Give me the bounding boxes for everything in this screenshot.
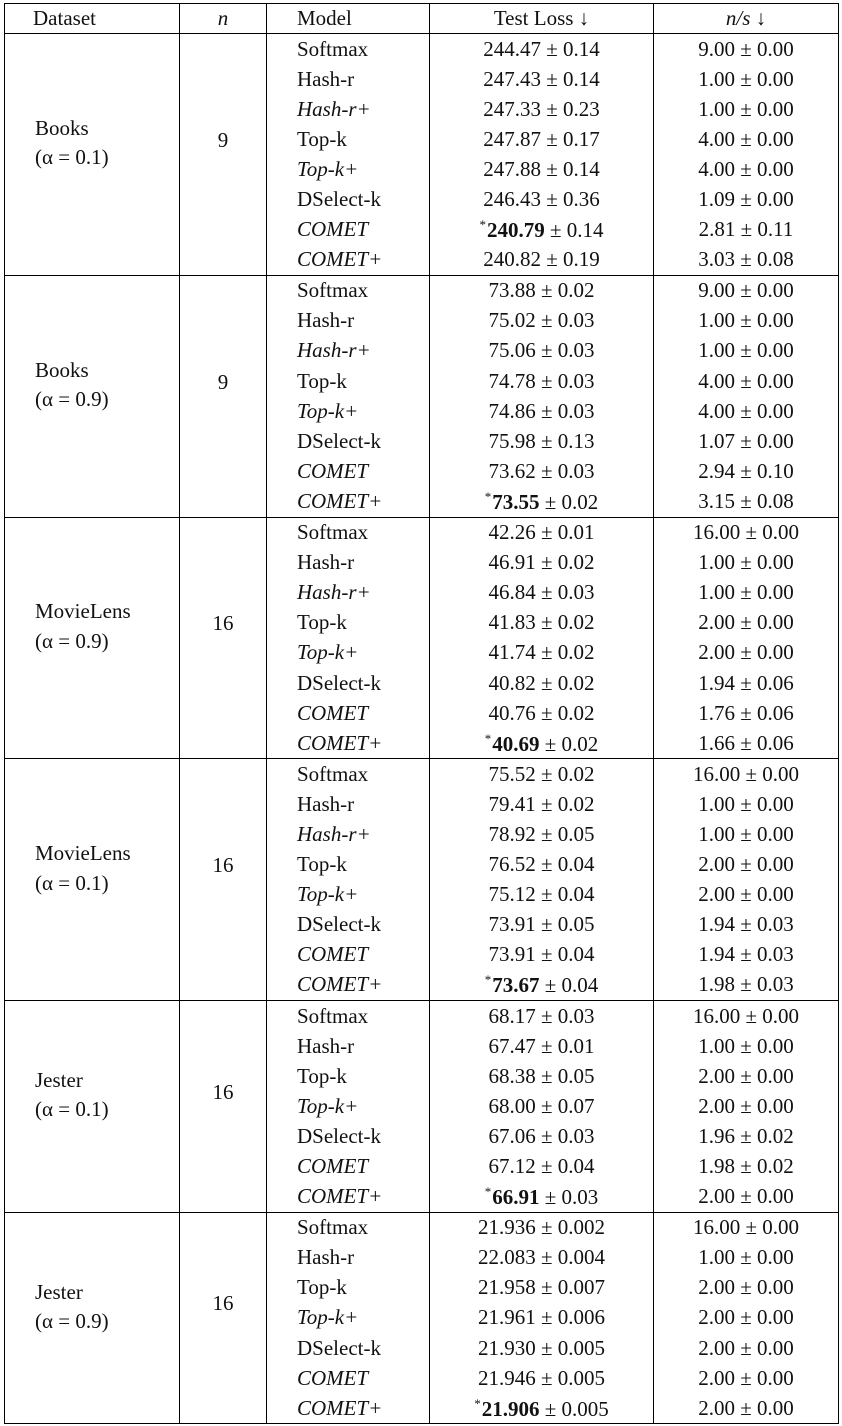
best-loss-value: 73.55 [492,489,540,514]
test-loss-cell [430,1393,654,1424]
header-test-loss: Test Loss ↓ [430,4,654,34]
ns-cell: 16.00 ± 0.00 [654,517,839,548]
dataset-group [5,1001,839,1213]
ns-cell: 2.00 ± 0.00 [654,1091,839,1121]
ns-cell: 1.98 ± 0.03 [654,970,839,1001]
test-loss-cell [430,154,654,184]
ns-cell: 2.00 ± 0.00 [654,1182,839,1213]
test-loss-cell [430,336,654,366]
dataset-group [5,1212,839,1424]
significance-marker: * [474,1395,481,1411]
test-loss-cell [430,728,654,759]
model-cell: DSelect-k [267,1121,430,1151]
model-cell: Top-k [267,1273,430,1303]
loss-std: ± 0.02 [540,278,595,303]
test-loss-cell [430,1303,654,1333]
loss-std: ± 0.03 [540,1003,595,1028]
model-cell: Softmax [267,1001,430,1032]
dataset-group [5,759,839,1001]
model-cell: Hash-r+ [267,578,430,608]
loss-mean: 73.91 [488,942,536,967]
ns-cell: 4.00 ± 0.00 [654,366,839,396]
model-cell: DSelect-k [267,184,430,214]
loss-mean: 73.62 [488,458,536,483]
test-loss-cell [430,426,654,456]
ns-cell: 16.00 ± 0.00 [654,1212,839,1243]
test-loss-cell [430,668,654,698]
loss-mean: 42.26 [488,520,536,545]
test-loss-cell [430,970,654,1001]
loss-mean: 247.43 [483,66,541,91]
model-cell: Top-k+ [267,1091,430,1121]
ns-cell: 2.00 ± 0.00 [654,880,839,910]
ns-cell: 2.00 ± 0.00 [654,1303,839,1333]
model-cell: COMET [267,456,430,486]
loss-std: ± 0.03 [540,398,595,423]
model-cell: DSelect-k [267,1333,430,1363]
model-cell: DSelect-k [267,426,430,456]
loss-mean: 67.12 [488,1154,536,1179]
test-loss-cell [430,1091,654,1121]
dataset-alpha: (α = 0.1) [35,145,109,170]
model-cell: Hash-r [267,789,430,819]
header-dataset: Dataset [5,4,180,34]
ns-cell: 2.00 ± 0.00 [654,608,839,638]
loss-std: ± 0.02 [540,761,595,786]
loss-std: ± 0.01 [540,520,595,545]
model-cell: COMET+ [267,728,430,759]
model-cell: Hash-r [267,306,430,336]
test-loss-cell [430,184,654,214]
ns-cell: 9.00 ± 0.00 [654,275,839,306]
dataset-cell [5,34,180,276]
ns-cell: 1.66 ± 0.06 [654,728,839,759]
ns-cell: 1.00 ± 0.00 [654,336,839,366]
loss-std: ± 0.07 [540,1093,595,1118]
dataset-name: Books [35,357,89,382]
loss-mean: 240.82 [483,247,541,272]
test-loss-cell [430,306,654,336]
test-loss-cell [430,1333,654,1363]
loss-std: ± 0.04 [540,882,595,907]
loss-std: ± 0.17 [546,126,600,151]
loss-mean: 67.06 [488,1123,536,1148]
model-cell: Top-k [267,608,430,638]
test-loss-cell [430,1061,654,1091]
loss-mean: 247.33 [483,96,541,121]
test-loss-cell [430,819,654,849]
loss-mean: 40.76 [488,700,536,725]
loss-mean: 246.43 [483,187,541,212]
n-cell: 9 [180,275,267,517]
ns-cell: 1.00 ± 0.00 [654,1031,839,1061]
loss-std: ± 0.03 [540,368,595,393]
loss-mean: 21.936 [477,1215,536,1240]
loss-mean: 74.86 [488,398,536,423]
loss-std: ± 0.13 [540,428,595,453]
loss-std: ± 0.002 [540,1215,606,1240]
table-row [5,275,839,306]
ns-cell: 4.00 ± 0.00 [654,396,839,426]
dataset-group [5,275,839,517]
model-cell: COMET+ [267,486,430,517]
significance-marker: * [484,730,492,746]
dataset-cell [5,759,180,1001]
loss-std: ± 0.02 [544,731,599,756]
model-cell: Softmax [267,759,430,790]
ns-cell: 1.94 ± 0.06 [654,668,839,698]
test-loss-cell [430,850,654,880]
test-loss-cell [430,638,654,668]
loss-std: ± 0.006 [540,1305,606,1330]
test-loss-cell [430,486,654,517]
best-loss-value: 40.69 [492,731,540,756]
test-loss-cell [430,456,654,486]
loss-std: ± 0.04 [540,942,595,967]
ns-cell: 1.94 ± 0.03 [654,910,839,940]
loss-std: ± 0.005 [540,1365,606,1390]
best-loss-value: 66.91 [492,1185,540,1210]
loss-mean: 68.00 [488,1093,536,1118]
ns-cell: 2.00 ± 0.00 [654,1363,839,1393]
loss-mean: 75.06 [488,338,536,363]
table-row [5,1212,839,1243]
ns-cell: 1.07 ± 0.00 [654,426,839,456]
test-loss-cell [430,940,654,970]
loss-mean: 67.47 [488,1033,536,1058]
ns-cell: 1.00 ± 0.00 [654,819,839,849]
loss-mean: 244.47 [483,36,541,61]
table-row [5,517,839,548]
loss-std: ± 0.04 [540,1154,595,1179]
model-cell: Hash-r [267,1031,430,1061]
loss-std: ± 0.05 [540,1063,595,1088]
loss-std: ± 0.01 [540,1033,595,1058]
dataset-name: MovieLens [35,599,131,624]
loss-mean: 21.958 [477,1275,536,1300]
ns-cell: 4.00 ± 0.00 [654,154,839,184]
ns-cell: 1.00 ± 0.00 [654,1243,839,1273]
ns-cell: 2.00 ± 0.00 [654,1333,839,1363]
test-loss-cell [430,396,654,426]
model-cell: Top-k [267,366,430,396]
loss-mean: 73.91 [488,912,536,937]
dataset-group [5,34,839,276]
ns-cell: 2.00 ± 0.00 [654,1273,839,1303]
ns-cell: 9.00 ± 0.00 [654,34,839,65]
loss-std: ± 0.05 [540,821,595,846]
test-loss-cell [430,124,654,154]
n-cell: 16 [180,1001,267,1213]
loss-std: ± 0.02 [540,791,595,816]
ns-cell: 2.94 ± 0.10 [654,456,839,486]
best-loss-value: 240.79 [486,218,545,243]
loss-std: ± 0.005 [540,1335,606,1360]
model-cell: Hash-r [267,64,430,94]
test-loss-cell [430,1273,654,1303]
loss-std: ± 0.03 [540,1123,595,1148]
loss-mean: 41.83 [488,610,536,635]
loss-std: ± 0.03 [540,458,595,483]
dataset-name: Books [35,115,89,140]
test-loss-cell [430,1243,654,1273]
table-row [5,1001,839,1032]
ns-cell: 1.00 ± 0.00 [654,548,839,578]
model-cell: DSelect-k [267,910,430,940]
results-table [4,3,839,1424]
ns-cell: 16.00 ± 0.00 [654,759,839,790]
test-loss-cell [430,578,654,608]
loss-mean: 75.12 [488,882,536,907]
loss-mean: 75.02 [488,308,536,333]
best-loss-value: 21.906 [481,1396,540,1421]
loss-mean: 75.52 [488,761,536,786]
ns-cell: 1.00 ± 0.00 [654,64,839,94]
model-cell: Softmax [267,517,430,548]
model-cell: COMET+ [267,1182,430,1213]
loss-std: ± 0.02 [544,489,599,514]
model-cell: Top-k+ [267,396,430,426]
ns-cell: 2.00 ± 0.00 [654,850,839,880]
dataset-cell [5,1212,180,1424]
model-cell: Hash-r+ [267,94,430,124]
table-header [5,4,839,34]
header-n: n [180,4,267,34]
loss-mean: 21.961 [477,1305,536,1330]
loss-mean: 74.78 [488,368,536,393]
ns-cell: 1.00 ± 0.00 [654,94,839,124]
loss-std: ± 0.005 [544,1396,609,1421]
dataset-cell [5,275,180,517]
ns-cell: 2.00 ± 0.00 [654,638,839,668]
model-cell: Top-k [267,850,430,880]
model-cell: COMET [267,940,430,970]
dataset-alpha: (α = 0.1) [35,1097,109,1122]
dataset-alpha: (α = 0.9) [35,1308,109,1333]
loss-mean: 247.88 [483,156,541,181]
loss-std: ± 0.03 [540,580,595,605]
test-loss-cell [430,910,654,940]
loss-mean: 68.38 [488,1063,536,1088]
model-cell: Hash-r+ [267,819,430,849]
loss-std: ± 0.02 [540,640,595,665]
model-cell: Softmax [267,1212,430,1243]
n-cell: 16 [180,759,267,1001]
loss-std: ± 0.05 [540,912,595,937]
model-cell: COMET+ [267,245,430,276]
ns-cell: 1.94 ± 0.03 [654,940,839,970]
model-cell: COMET [267,1151,430,1181]
ns-cell: 1.09 ± 0.00 [654,184,839,214]
test-loss-cell [430,789,654,819]
header-ns: n/s ↓ [654,4,839,34]
model-cell: Top-k+ [267,154,430,184]
n-cell: 9 [180,34,267,276]
model-cell: COMET+ [267,970,430,1001]
loss-mean: 68.17 [488,1003,536,1028]
ns-cell: 1.00 ± 0.00 [654,578,839,608]
loss-std: ± 0.23 [546,96,600,121]
table-row [5,34,839,65]
test-loss-cell [430,608,654,638]
n-cell: 16 [180,517,267,759]
dataset-alpha: (α = 0.1) [35,870,109,895]
dataset-alpha: (α = 0.9) [35,387,109,412]
test-loss-cell [430,517,654,548]
ns-cell: 1.00 ± 0.00 [654,306,839,336]
test-loss-cell [430,759,654,790]
model-cell: Softmax [267,275,430,306]
model-cell: DSelect-k [267,668,430,698]
model-cell: Top-k+ [267,638,430,668]
ns-cell: 16.00 ± 0.00 [654,1001,839,1032]
test-loss-cell [430,698,654,728]
model-cell: Hash-r [267,1243,430,1273]
dataset-name: Jester [35,1279,83,1304]
model-cell: COMET [267,1363,430,1393]
loss-mean: 247.87 [483,126,541,151]
test-loss-cell [430,215,654,245]
test-loss-cell [430,1151,654,1181]
dataset-name: MovieLens [35,841,131,866]
loss-std: ± 0.007 [540,1275,606,1300]
test-loss-cell [430,1001,654,1032]
test-loss-cell [430,275,654,306]
model-cell: COMET [267,215,430,245]
test-loss-cell [430,548,654,578]
significance-marker: * [484,972,492,988]
loss-mean: 40.82 [488,670,536,695]
header-model: Model [267,4,430,34]
test-loss-cell [430,1031,654,1061]
test-loss-cell [430,1121,654,1151]
model-cell: Top-k [267,124,430,154]
test-loss-cell [430,64,654,94]
dataset-cell [5,1001,180,1213]
test-loss-cell [430,245,654,276]
loss-mean: 73.88 [488,278,536,303]
loss-std: ± 0.14 [546,156,600,181]
model-cell: Hash-r+ [267,336,430,366]
n-cell: 16 [180,1212,267,1424]
loss-std: ± 0.02 [540,670,595,695]
ns-cell: 1.76 ± 0.06 [654,698,839,728]
model-cell: Top-k+ [267,1303,430,1333]
loss-std: ± 0.19 [546,247,600,272]
significance-marker: * [484,1184,492,1200]
loss-std: ± 0.04 [544,973,599,998]
loss-std: ± 0.03 [540,308,595,333]
model-cell: Hash-r [267,548,430,578]
test-loss-cell [430,1182,654,1213]
significance-marker: * [484,488,492,504]
loss-mean: 22.083 [477,1245,536,1270]
ns-cell: 1.96 ± 0.02 [654,1121,839,1151]
best-loss-value: 73.67 [492,973,540,998]
loss-mean: 75.98 [488,428,536,453]
ns-cell: 2.00 ± 0.00 [654,1061,839,1091]
loss-std: ± 0.14 [549,218,604,243]
test-loss-cell [430,94,654,124]
ns-cell: 2.00 ± 0.00 [654,1393,839,1424]
model-cell: Top-k [267,1061,430,1091]
loss-std: ± 0.14 [546,66,600,91]
model-cell: COMET [267,698,430,728]
test-loss-cell [430,880,654,910]
loss-mean: 79.41 [488,791,536,816]
loss-std: ± 0.02 [540,700,595,725]
significance-marker: * [479,217,486,233]
loss-mean: 21.930 [477,1335,536,1360]
loss-std: ± 0.36 [546,187,600,212]
test-loss-cell [430,34,654,65]
loss-mean: 41.74 [488,640,536,665]
loss-mean: 21.946 [477,1365,536,1390]
dataset-name: Jester [35,1067,83,1092]
test-loss-cell [430,366,654,396]
test-loss-cell [430,1212,654,1243]
loss-std: ± 0.03 [540,338,595,363]
model-cell: COMET+ [267,1393,430,1424]
loss-std: ± 0.14 [546,36,600,61]
ns-cell: 4.00 ± 0.00 [654,124,839,154]
loss-std: ± 0.02 [540,610,595,635]
model-cell: Softmax [267,34,430,65]
loss-mean: 78.92 [488,821,536,846]
loss-mean: 46.91 [488,550,536,575]
dataset-cell [5,517,180,759]
ns-cell: 1.00 ± 0.00 [654,789,839,819]
loss-std: ± 0.03 [544,1185,599,1210]
loss-std: ± 0.04 [540,852,595,877]
ns-cell: 3.03 ± 0.08 [654,245,839,276]
loss-std: ± 0.004 [540,1245,606,1270]
ns-cell: 3.15 ± 0.08 [654,486,839,517]
ns-cell: 1.98 ± 0.02 [654,1151,839,1181]
header-row [5,4,839,34]
loss-mean: 76.52 [488,852,536,877]
dataset-alpha: (α = 0.9) [35,628,109,653]
test-loss-cell [430,1363,654,1393]
table-row [5,759,839,790]
loss-std: ± 0.02 [540,550,595,575]
ns-cell: 2.81 ± 0.11 [654,215,839,245]
model-cell: Top-k+ [267,880,430,910]
dataset-group [5,517,839,759]
loss-mean: 46.84 [488,580,536,605]
